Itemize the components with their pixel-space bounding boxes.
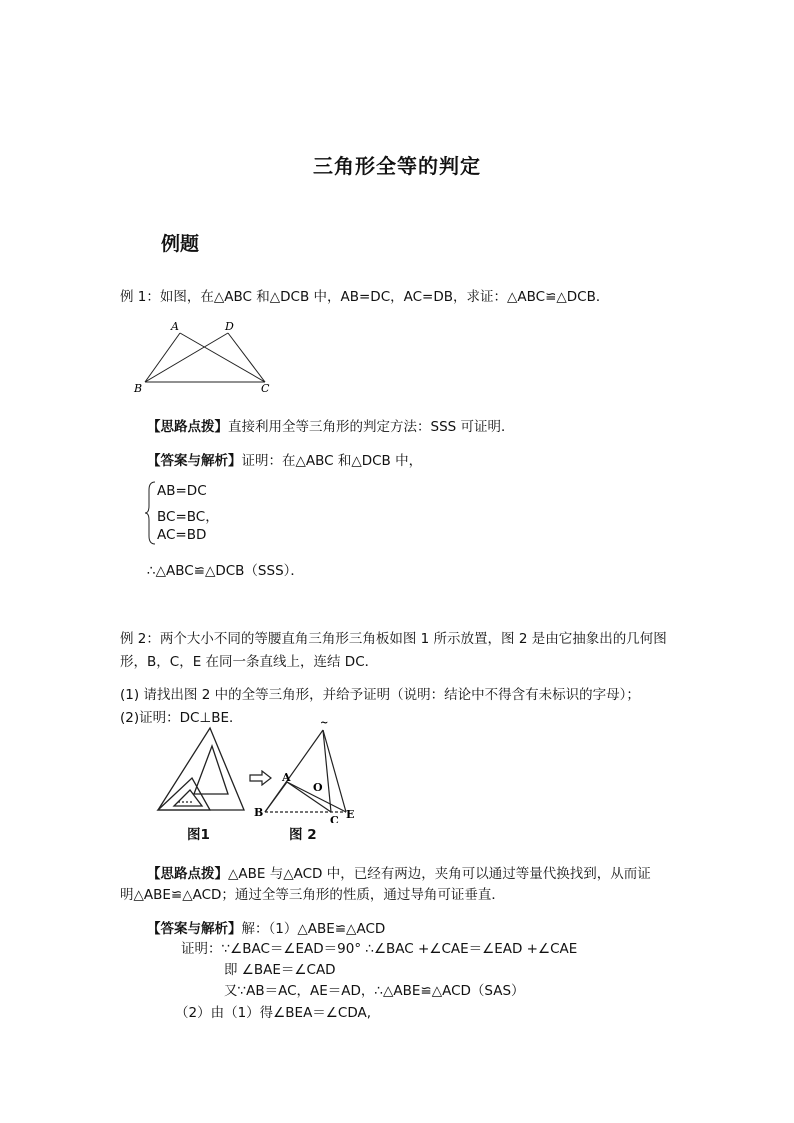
ex1-hint	[147, 415, 515, 435]
condition-1: AB=DC	[157, 483, 207, 499]
hint-text: 直接利用全等三角形的判定方法：SSS 可证明．	[228, 419, 515, 435]
label-c: C	[261, 382, 270, 395]
ex2-problem-line2: 形，B，C，E 在同一条直线上，连结 DC．	[120, 654, 379, 670]
ex2-question-1: (1) 请找出图 2 中的全等三角形，并给予证明（说明：结论中不得含有未标识的字母）；	[120, 687, 640, 703]
figure-1-caption: 图1	[187, 827, 210, 843]
answer-label: 【答案与解析】	[147, 453, 242, 469]
ex2-answer-line2: 证明：∵∠BAC＝∠EAD＝90° ∴∠BAC +∠CAE＝∠EAD +∠CAE	[181, 941, 578, 957]
segment-ab	[145, 333, 180, 382]
segment-bd	[145, 333, 228, 382]
fig2-label-c: C	[330, 814, 339, 823]
ex2-answer-line4: 又∵AB＝AC，AE＝AD，∴△ABE≌△ACD（SAS）	[224, 983, 525, 999]
ex2-hint-line1	[147, 862, 651, 882]
ex1-figure	[128, 318, 278, 398]
ex1-conclusion: ∴△ABC≌△DCB（SSS）．	[147, 563, 304, 579]
section-heading: 例题	[161, 233, 200, 255]
figure-2-caption: 图 2	[289, 827, 317, 843]
ex2-problem-line1: 例 2：两个大小不同的等腰直角三角形三角板如图 1 所示放置，图 2 是由它抽象出的几何图	[120, 631, 667, 647]
fig2-label-a: A	[282, 771, 291, 784]
condition-3: AC=BD	[157, 527, 207, 543]
label-a: A	[171, 320, 179, 333]
answer-text: 证明：在△ABC 和△DCB 中，	[241, 453, 423, 469]
label-b: B	[134, 382, 143, 395]
condition-2: BC=BC，	[157, 509, 219, 525]
segment-dc	[228, 333, 265, 382]
ex2-answer-line3: 即 ∠BAE＝∠CAD	[224, 962, 336, 978]
fig2-label-b: B	[254, 806, 264, 819]
segment-ac	[180, 333, 265, 382]
page-title: 三角形全等的判定	[313, 154, 481, 178]
fig2-label-o: O	[313, 781, 323, 794]
ex1-answer	[147, 449, 422, 469]
label-d: D	[225, 320, 234, 333]
hint-text: △ABE 与△ACD 中，已经有两边，夹角可以通过等量代换找到，从而证	[228, 866, 651, 882]
hint-label: 【思路点拨】	[147, 419, 228, 435]
fig2-label-d: ~	[320, 718, 329, 729]
ex2-hint-line2: 明△ABE≌△ACD；通过全等三角形的性质，通过导角可证垂直．	[120, 887, 505, 903]
left-brace	[145, 480, 157, 546]
figure-2	[250, 718, 360, 823]
answer-label: 【答案与解析】	[147, 921, 242, 937]
ex2-answer-line1	[147, 917, 385, 937]
ex2-answer-line5: （2）由（1）得∠BEA＝∠CDA,	[175, 1005, 372, 1021]
ex2-question-2: (2)证明：DC⊥BE．	[120, 710, 243, 726]
hint-label: 【思路点拨】	[147, 866, 228, 882]
fig2-label-e: E	[346, 808, 355, 821]
figure-1	[150, 722, 250, 822]
ex1-problem: 例 1：如图，在△ABC 和△DCB 中，AB=DC，AC=DB，求证：△ABC≌△DCB．	[120, 289, 610, 305]
answer-text: 解：（1）△ABE≌△ACD	[241, 921, 386, 937]
